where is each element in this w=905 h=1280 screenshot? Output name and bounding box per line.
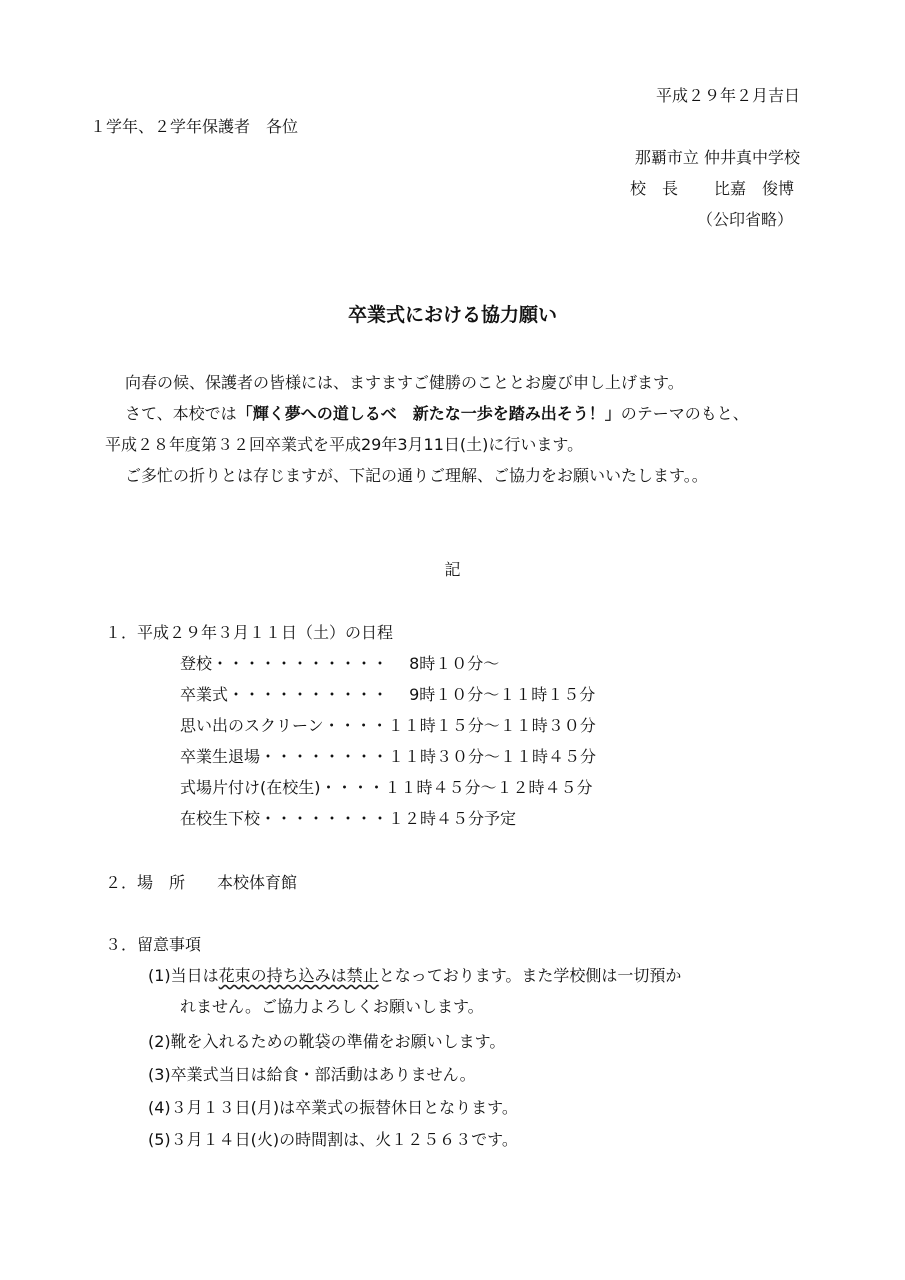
note-1-suffix: となっております。また学校側は一切預か: [378, 966, 682, 985]
schedule-label: 登校・・・・・・・・・・・: [180, 654, 405, 673]
schedule-time: 9時１０分～１１時１５分: [404, 685, 596, 704]
theme-prefix: さて、本校では: [125, 404, 237, 423]
document-title: 卒業式における協力願い: [347, 304, 557, 326]
issue-date: 平成２９年２月吉日: [655, 86, 800, 105]
note-item: (4)３月１３日(月)は卒業式の振替休日となります。: [148, 1098, 518, 1117]
note-1-emphasis: 花束の持ち込みは禁止: [218, 966, 379, 985]
request-paragraph: ご多忙の折りとは存じますが、下記の通りご理解、ご協力をお願いいたします。。: [125, 466, 708, 485]
ceremony-theme: 「輝く夢への道しるべ 新たな一歩を踏み出そう！」: [236, 404, 621, 423]
note-item: (5)３月１４日(火)の時間割は、火１２５６３です。: [148, 1130, 518, 1149]
note-item: (2)靴を入れるための靴袋の準備をお願いします。: [148, 1032, 506, 1051]
schedule-row: [180, 716, 596, 735]
schedule-label: 在校生下校・・・・・・・・: [180, 809, 389, 828]
schedule-row: [180, 685, 595, 704]
greeting-paragraph: 向春の候、保護者の皆様には、ますますご健勝のこととお慶び申し上げます。: [125, 373, 684, 392]
schedule-time: １１時１５分～１１時３０分: [387, 716, 596, 735]
note-1-prefix: (1)当日は: [148, 966, 219, 985]
seal-note: （公印省略）: [696, 210, 793, 229]
principal-name: 比嘉 俊博: [713, 179, 794, 198]
ki-heading: 記: [444, 560, 461, 579]
schedule-row: [180, 778, 593, 797]
ceremony-date-paragraph: 平成２８年度第３２回卒業式を平成29年3月11日(土)に行います。: [105, 435, 584, 454]
schedule-time: １１時４５分～１２時４５分: [384, 778, 593, 797]
schedule-time: １２時４５分予定: [388, 809, 517, 828]
theme-suffix: のテーマのもと、: [620, 404, 749, 423]
venue-name: 本校体育館: [217, 873, 298, 892]
principal-line: [630, 179, 794, 198]
schedule-heading: １．平成２９年３月１１日（土）の日程: [105, 623, 394, 642]
note-item-continuation: れません。ご協力よろしくお願いします。: [180, 997, 484, 1016]
schedule-row: [180, 809, 516, 828]
venue-line: [105, 873, 297, 892]
schedule-label: 思い出のスクリーン・・・・: [180, 716, 388, 735]
note-item: [148, 966, 681, 985]
principal-role: 校 長: [629, 179, 678, 198]
schedule-row: [180, 747, 596, 766]
schedule-row: [180, 654, 499, 673]
schedule-label: 式場片付け(在校生)・・・・: [180, 778, 385, 797]
addressee: １学年、２学年保護者 各位: [90, 117, 299, 136]
venue-heading: ２．場 所: [105, 873, 186, 892]
notes-heading: ３．留意事項: [105, 935, 202, 954]
school-name: 那覇市立 仲井真中学校: [634, 148, 800, 167]
note-item: (3)卒業式当日は給食・部活動はありません。: [148, 1065, 476, 1084]
schedule-label: 卒業生退場・・・・・・・・: [180, 747, 389, 766]
schedule-time: １１時３０分～１１時４５分: [388, 747, 597, 766]
schedule-time: 8時１０分～: [404, 654, 500, 673]
schedule-label: 卒業式・・・・・・・・・・: [180, 685, 405, 704]
theme-paragraph: [125, 404, 749, 423]
